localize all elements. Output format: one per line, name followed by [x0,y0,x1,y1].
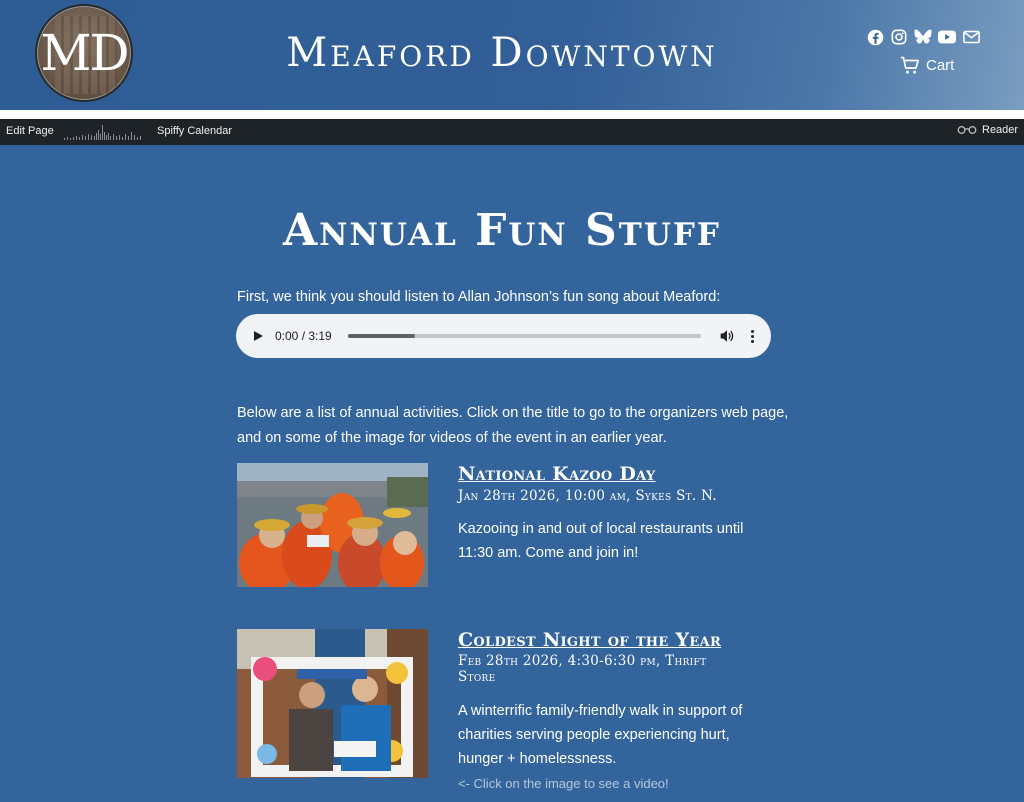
cart-label: Cart [926,57,955,74]
glasses-icon [957,125,977,135]
reader-link[interactable] [957,124,1018,136]
email-icon[interactable] [962,28,980,46]
event-description: A winterrific family-friendly walk in support of charities serving people experiencing hurt, hunger + homelessness. [458,703,743,767]
event-date: Feb 28th 2026, 4:30-6:30 pm, Thrift Store [458,653,707,685]
audio-seek-bar[interactable] [348,334,701,338]
event-description: Kazooing in and out of local restaurants until 11:30 am. Come and join in! [458,521,744,561]
video-hint: <- Click on the image to see a video! [458,776,669,791]
audio-seek-progress [348,334,415,338]
header-divider [0,110,1024,119]
instagram-icon[interactable] [890,28,908,46]
play-icon[interactable] [254,331,263,341]
youtube-icon[interactable] [938,28,956,46]
volume-icon[interactable] [719,329,735,343]
cart-link[interactable] [900,56,954,75]
facebook-icon[interactable] [866,28,884,46]
event-title-coldest-night[interactable]: Coldest Night of the Year [458,629,722,651]
bluesky-icon[interactable] [914,28,932,46]
more-options-icon[interactable] [751,330,754,343]
audio-time: 0:00 / 3:19 [275,329,332,343]
edit-page-link[interactable]: Edit Page [6,125,54,137]
kazoo-day-image[interactable] [237,463,428,587]
logo-text: MD [40,24,128,82]
cart-icon [900,56,920,75]
intro-text: First, we think you should listen to Allan Johnson’s fun song about Meaford: [237,289,721,305]
spiffy-calendar-link[interactable]: Spiffy Calendar [157,125,233,137]
coldest-night-image[interactable] [237,629,428,778]
audio-player[interactable] [236,314,771,358]
event-title-kazoo-day[interactable]: National Kazoo Day [458,463,656,485]
site-title[interactable]: Meaford Downtown [286,30,718,76]
social-links [866,28,980,46]
admin-bar [0,119,1024,145]
reader-label: Reader [982,124,1019,136]
site-header [0,0,1024,110]
event-date: Jan 28th 2026, 10:00 am, Sykes St. N. [458,488,717,504]
activities-description: Below are a list of annual activities. Click on the title to go to the organizers web page, and on some of the image for videos of the event in an earlier year. [237,405,789,446]
stats-sparkline-icon[interactable] [64,124,144,140]
page-title: Annual Fun Stuff [283,205,721,256]
